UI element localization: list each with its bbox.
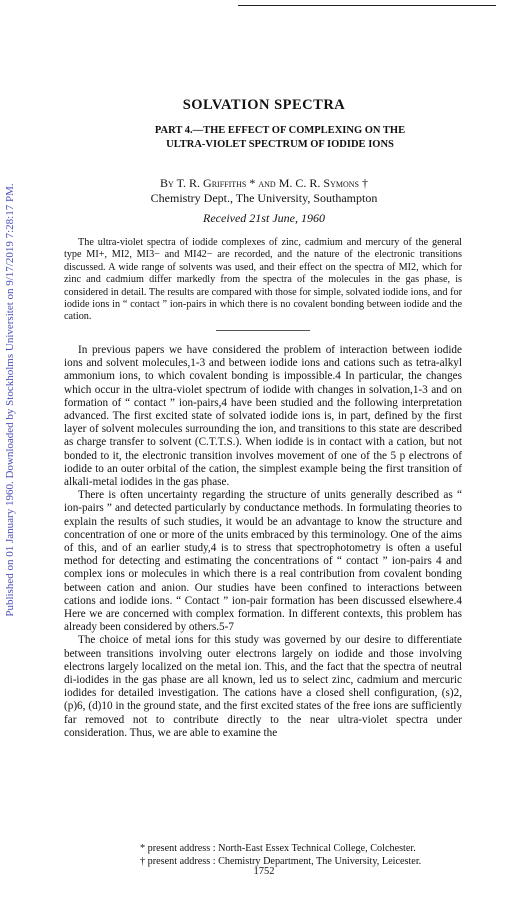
article-title: SOLVATION SPECTRA [182,97,346,113]
body-paragraph: There is often uncertainty regarding the structure of units generally described as “ ion-pairs ” and detected particularly by conductance methods. In formulating theories to explain the results of such studies, it would be an advantage to know the structure and concentration of one or more of the units embraced by this terminology. One of the aims of this, and of an earlier study,4 is to stress that spectrophotometry is often a useful method for detecting and estimating the concentrations of “ contact ” ion-pairs 4 and complex ions or molecules in which there is a real contribution from covalent bonding between cation and anion. Our studies have been confined to interactions between cations and iodide ions. “ Contact ” ion-pair formation has been discussed elsewhere.4 Here we are concerned with complex formation. In different contexts, this problem has already been considered by others.5-7 [64,489,462,634]
footnote-1: * present address : North-East Essex Technical College, Colchester. [140,843,416,854]
section-divider [216,330,310,331]
top-rule [238,5,496,6]
received-date: Received 21st June, 1960 [203,211,325,225]
authors: By T. R. Griffiths * and M. C. R. Symons † [160,176,368,190]
subtitle-line-2: ULTRA-VIOLET SPECTRUM OF IODIDE IONS [166,138,394,150]
download-watermark-text: Published on 01 January 1960. Downloaded by Stockholms Universitet on 9/17/2019 7:28:17 PM. [4,183,16,617]
body-paragraph: The choice of metal ions for this study was governed by our desire to differentiate between transitions involving outer electrons largely on iodide and those involving electrons largely localized on the metal ion. This, and the fact that the spectra of neutral di-iodides in the gas phase are all known, led us to select zinc, cadmium and mercuric iodides for detailed investigation. The cations have a closed shell configuration, (s)2, (p)6, (d)10 in the ground state, and the first excited states of the free ions are sufficiently far removed not to contribute directly to the near ultra-violet spectra under consideration. Thus, we are able to examine the [64,634,462,739]
author-block [0,176,528,206]
footnote-2: † present address : Chemistry Department, The University, Leicester. [140,855,422,867]
abstract: The ultra-violet spectra of iodide complexes of zinc, cadmium and mercury of the general type MI+, MI2, MI3− and MI42− are recorded, and the nature of the electronic transitions discussed. A wide range of solvents was used, and their effect on the spectra of MI2, which for zinc and cadmium differ markedly from the spectra of the molecules in the gas phase, is considered in detail. The results are compared with those for simple, solvated iodide ions, and for iodide ions in “ contact ” ion-pairs in which there is no covalent bonding between iodide and the cation. [64,237,462,323]
body-paragraph: In previous papers we have considered the problem of interaction between iodide ions and solvent molecules,1-3 and between iodide ions and cations such as tetra-alkyl ammonium ions, to which covalent bonding is impossible.4 In particular, the changes which occur in the ultra-violet spectrum of iodide with changes in solvation,1-3 and on formation of “ contact ” ion-pairs,4 have been studied and the following interpretation advanced. The first excited state of solvated iodide ions is, in part, defined by the first layer of solvent molecules surrounding the ion, and transitions to this state are described as charge transfer to solvent (C.T.T.S.). When iodide is in contact with a cation, but not bonded to it, the electronic transition involves movement of one of the 5 p electrons of iodide to an outer orbital of the cation, the simplest example being the first transition of alkali-metal iodides in the gas phase. [64,344,462,489]
affiliation: Chemistry Dept., The University, Southampton [150,191,378,205]
article-body [64,344,462,740]
article-subtitle [90,124,470,151]
subtitle-line-1: PART 4.—THE EFFECT OF COMPLEXING ON THE [154,125,406,136]
footnotes [140,843,440,868]
page-number: 1752 [253,866,275,877]
